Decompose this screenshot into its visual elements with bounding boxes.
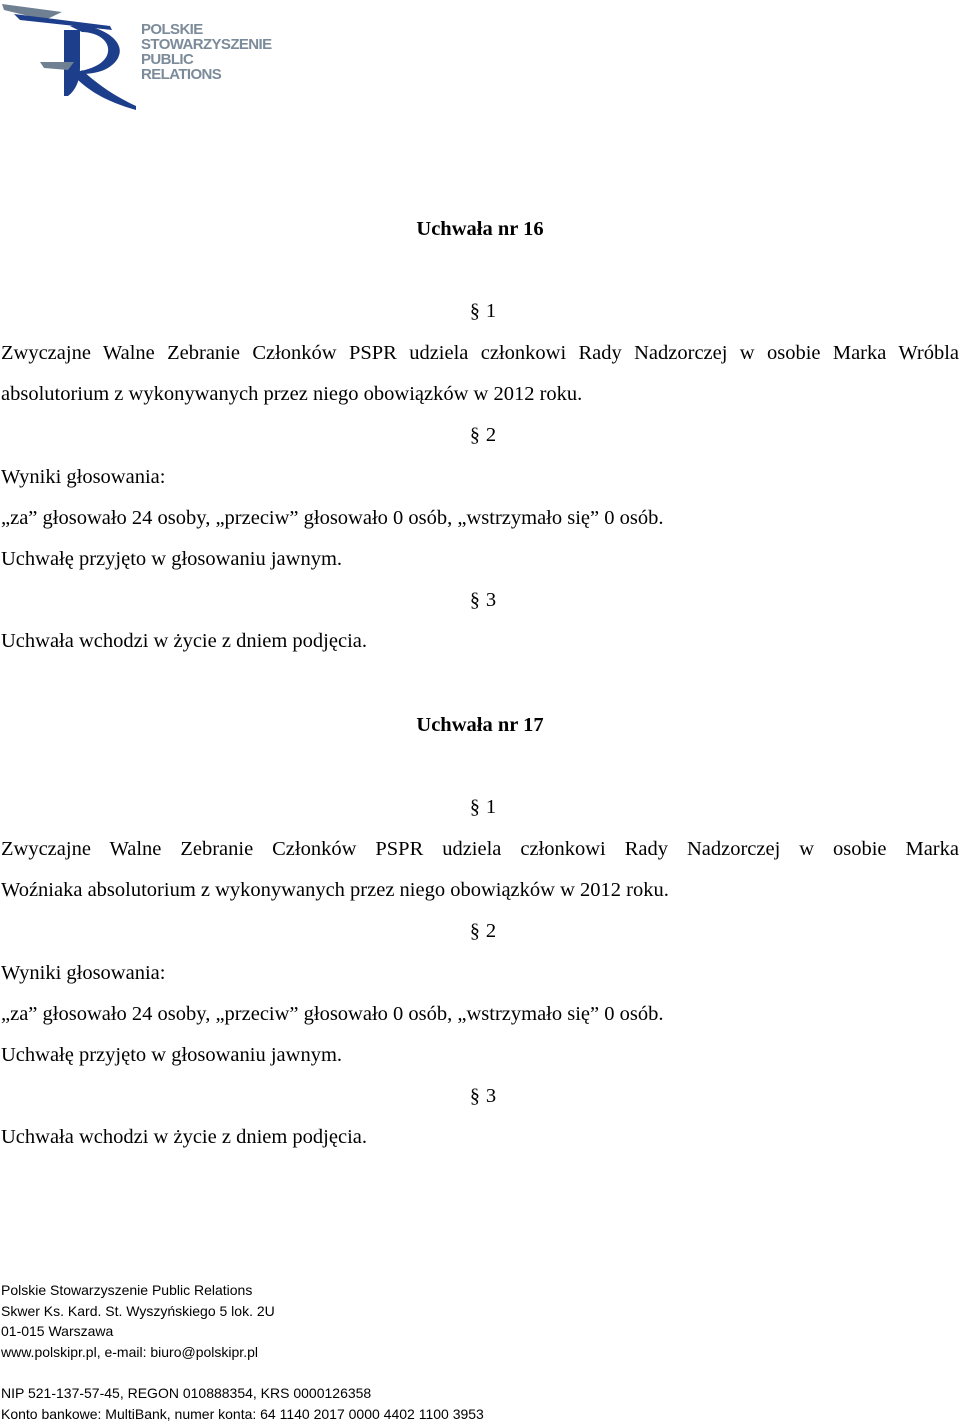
body-line: Uchwałę przyjęto w głosowaniu jawnym. bbox=[1, 1044, 343, 1066]
footer-street: Skwer Ks. Kard. St. Wyszyńskiego 5 lok. 2U bbox=[1, 1303, 275, 1319]
paragraph-number: § 2 bbox=[469, 920, 497, 942]
body-line: Wyniki głosowania: bbox=[1, 466, 166, 488]
logo-text-line: POLSKIE bbox=[141, 21, 203, 38]
paragraph-number: § 1 bbox=[469, 300, 497, 322]
logo-text-line: RELATIONS bbox=[141, 66, 222, 83]
body-line: Uchwałę przyjęto w głosowaniu jawnym. bbox=[1, 548, 343, 570]
logo-text-line: STOWARZYSZENIE bbox=[141, 36, 272, 53]
body-line: Uchwała wchodzi w życie z dniem podjęcia. bbox=[1, 630, 367, 652]
pspr-logo bbox=[0, 0, 280, 115]
logo-text-line: PUBLIC bbox=[141, 51, 194, 68]
pspr-logo-mark bbox=[0, 0, 140, 115]
resolution-title: Uchwała nr 17 bbox=[416, 714, 544, 736]
footer-website-email: www.polskipr.pl, e-mail: biuro@polskipr.pl bbox=[1, 1344, 258, 1360]
paragraph-number: § 1 bbox=[469, 796, 497, 818]
paragraph-number: § 2 bbox=[469, 424, 497, 446]
body-line: Uchwała wchodzi w życie z dniem podjęcia. bbox=[1, 1126, 367, 1148]
body-line: absolutorium z wykonywanych przez niego obowiązków w 2012 roku. bbox=[1, 383, 583, 405]
body-line: Zwyczajne Walne Zebranie Członków PSPR udziela członkowi Rady Nadzorczej w osobie Marka bbox=[1, 838, 959, 860]
footer-org-name: Polskie Stowarzyszenie Public Relations bbox=[1, 1282, 253, 1298]
body-line: Woźniaka absolutorium z wykonywanych przez niego obowiązków w 2012 roku. bbox=[1, 879, 669, 901]
body-line: Wyniki głosowania: bbox=[1, 962, 166, 984]
paragraph-number: § 3 bbox=[469, 1085, 497, 1107]
body-line: „za” głosowało 24 osoby, „przeciw” głosowało 0 osób, „wstrzymało się” 0 osób. bbox=[1, 1003, 664, 1025]
body-line: „za” głosowało 24 osoby, „przeciw” głosowało 0 osób, „wstrzymało się” 0 osób. bbox=[1, 507, 664, 529]
body-line: Zwyczajne Walne Zebranie Członków PSPR udziela członkowi Rady Nadzorczej w osobie Marka Wróbla bbox=[1, 342, 959, 364]
footer-city: 01-015 Warszawa bbox=[1, 1323, 114, 1339]
footer-registry: NIP 521-137-57-45, REGON 010888354, KRS 0000126358 bbox=[1, 1385, 372, 1401]
resolution-title: Uchwała nr 16 bbox=[416, 218, 544, 240]
footer-bank-account: Konto bankowe: MultiBank, numer konta: 64 1140 2017 0000 4402 1100 3953 bbox=[1, 1406, 484, 1422]
paragraph-number: § 3 bbox=[469, 589, 497, 611]
